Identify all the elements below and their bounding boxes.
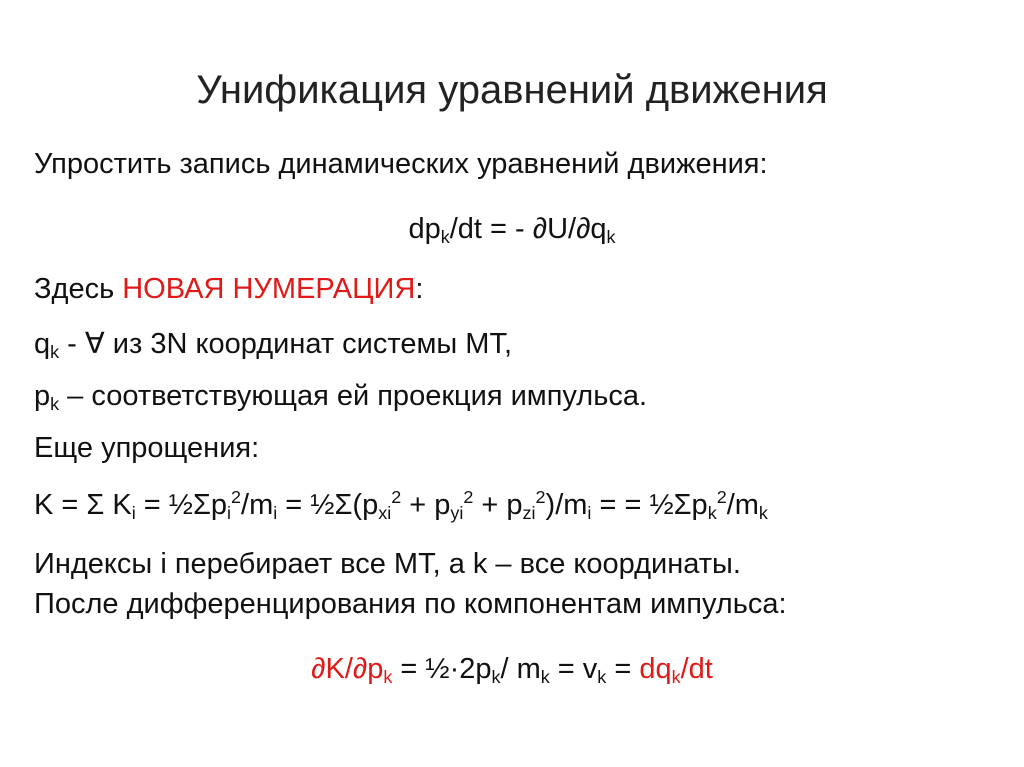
eq2-sub: i (587, 503, 592, 524)
new-numbering-highlight: НОВАЯ НУМЕРАЦИЯ (122, 273, 416, 305)
eq3-highlight: /dt (680, 653, 713, 685)
eq2-sup: 2 (391, 486, 402, 507)
eq2-sub: zi (522, 503, 536, 524)
eq1-part: /dt = - ∂U/∂q (449, 213, 607, 245)
eq2-sub: i (131, 503, 136, 524)
eq2-sub: k (758, 503, 768, 524)
equation-momentum (0, 211, 1024, 247)
simplifications-line (34, 430, 259, 466)
eq3-part: = (606, 653, 640, 685)
eq3-sub: k (597, 667, 607, 688)
eq2-sub: k (707, 503, 717, 524)
eq2-part: K = Σ K (34, 489, 132, 521)
eq2-sub: i (273, 503, 278, 524)
eq3-highlight: dq (639, 653, 672, 685)
here-text: Здесь (34, 273, 123, 305)
eq2-sup: 2 (535, 486, 546, 507)
eq2-part: )/m (545, 489, 588, 521)
eq2-part: = ½Σp (135, 489, 228, 521)
eq2-sup: 2 (463, 486, 474, 507)
eq2-part: + p (473, 489, 523, 521)
eq1-part: dp (408, 213, 441, 245)
eq2-sub: yi (450, 503, 464, 524)
eq2-part: = ½Σ(p (277, 489, 379, 521)
eq2-sup: 2 (231, 486, 242, 507)
simplifications-text: Еще упрощения: (34, 432, 260, 464)
eq2-part: /m (241, 489, 274, 521)
eq2-part: + p (401, 489, 451, 521)
pk-symbol: p (34, 380, 51, 412)
eq2-part: = = ½Σp (591, 489, 708, 521)
colon: : (415, 273, 424, 305)
slide-title: Унификация уравнений движения (196, 68, 828, 112)
equation-kinetic-energy (34, 487, 768, 523)
eq3-part: / m (500, 653, 541, 685)
equation-velocity (0, 651, 1024, 687)
pk-sub: k (50, 394, 60, 415)
new-numbering-line (34, 271, 423, 307)
eq3-sub: k (540, 667, 550, 688)
indices-text: Индексы i перебирает все МТ, а k – все координаты. (34, 548, 741, 580)
eq3-sub: k (491, 667, 501, 688)
eq3-highlight: ∂K/∂p (311, 653, 384, 685)
eq3-highlight-sub: k (671, 667, 681, 688)
qk-text: - ∀ из 3N координат системы МТ, (59, 328, 513, 360)
intro-line (34, 146, 768, 182)
eq3-part: = ½·2p (392, 653, 492, 685)
qk-line (34, 326, 512, 362)
eq3-highlight-sub: k (383, 667, 393, 688)
indices-line (34, 546, 741, 582)
qk-sub: k (50, 342, 60, 363)
pk-line (34, 378, 647, 414)
eq1-sub: k (440, 227, 450, 248)
eq2-sup: 2 (716, 486, 727, 507)
eq1-sub: k (606, 227, 616, 248)
eq2-sub: xi (378, 503, 392, 524)
eq2-part: /m (726, 489, 759, 521)
differentiation-text: После дифференцирования по компонентам импульса: (34, 588, 787, 620)
differentiation-line (34, 586, 787, 622)
eq2-sub: i (227, 503, 232, 524)
pk-text: – соответствующая ей проекция импульса. (59, 380, 647, 412)
qk-symbol: q (34, 328, 51, 360)
eq3-part: = v (549, 653, 598, 685)
intro-text: Упростить запись динамических уравнений движения: (34, 148, 768, 180)
